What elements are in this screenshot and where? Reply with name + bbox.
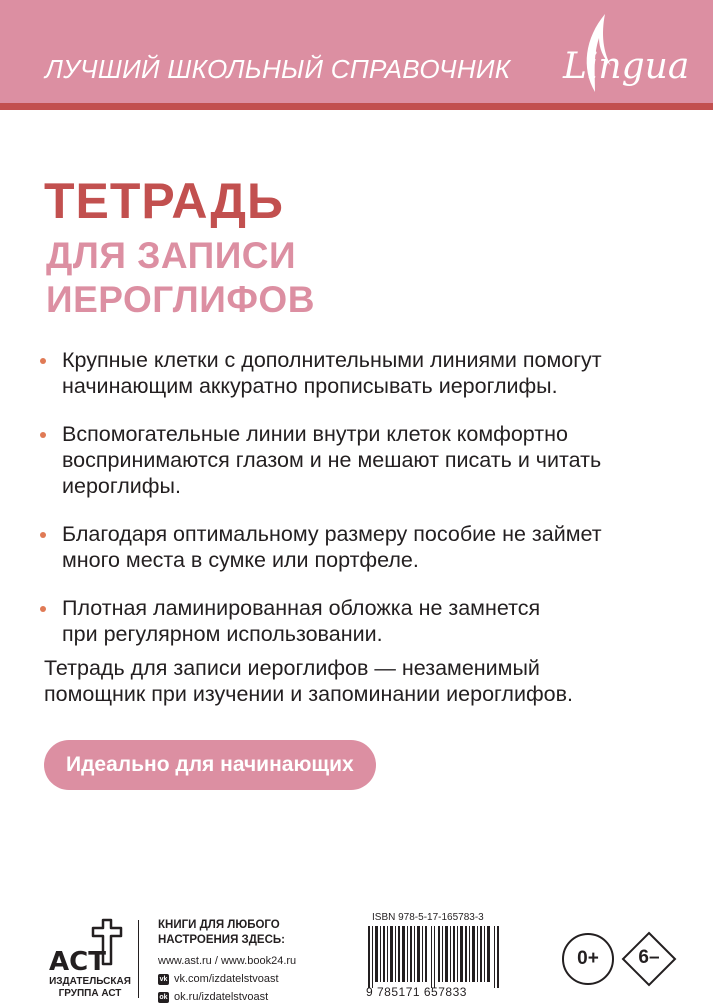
bullet-icon [40, 358, 46, 364]
page-subtitle [46, 234, 315, 322]
summary-line: Тетрадь для записи иероглифов — незаменимый [44, 656, 540, 680]
publisher-caption [40, 976, 140, 1000]
bullet-icon [40, 606, 46, 612]
series-label: ЛУЧШИЙ ШКОЛЬНЫЙ СПРАВОЧНИК [45, 54, 511, 84]
feature-line: Благодаря оптимальному размеру пособие не займет [62, 522, 602, 546]
summary-line: помощник при изучении и запоминании иероглифов. [44, 682, 574, 706]
publisher-contacts [158, 918, 358, 1006]
footer-divider [138, 920, 139, 998]
page-title: ТЕТРАДЬ [44, 173, 284, 229]
vk-link-text[interactable]: vk.com/izdatelstvoast [174, 972, 279, 985]
ast-logo-icon [45, 918, 135, 978]
feature-line: иероглифы. [62, 474, 181, 498]
bullet-icon [40, 532, 46, 538]
feature-line: много места в сумке или портфеле. [62, 548, 419, 572]
lingua-logo-text: Lingua [563, 46, 690, 87]
feature-line: Крупные клетки с дополнительными линиями помогут [62, 348, 602, 372]
feature-line: воспринимаются глазом и не мешают писать и читать [62, 448, 602, 472]
beginner-badge: Идеально для начинающих [44, 740, 376, 790]
banner-stripe [0, 103, 713, 110]
feature-list [40, 347, 690, 669]
website-links[interactable] [158, 952, 358, 970]
summary-text [44, 655, 704, 707]
feature-line: при регулярном использовании. [62, 622, 383, 646]
vk-link[interactable] [158, 970, 358, 988]
age-rating-circle: 0+ [562, 933, 614, 985]
vk-icon: vk [159, 975, 168, 983]
feature-item [40, 421, 690, 499]
feature-item [40, 595, 690, 647]
feature-item [40, 347, 690, 399]
ok-icon: ok [159, 993, 168, 1001]
ok-link[interactable] [158, 988, 358, 1006]
publisher-logo-text: ACT [49, 947, 106, 977]
contacts-heading-line: НАСТРОЕНИЯ ЗДЕСЬ: [158, 934, 285, 946]
bullet-icon [40, 432, 46, 438]
publisher-caption-line: ГРУППА АСТ [58, 988, 122, 999]
barcode-icon [368, 926, 500, 988]
subtitle-line-2: ИЕРОГЛИФОВ [46, 279, 315, 320]
contacts-heading [158, 918, 358, 948]
ok-link-text[interactable]: ok.ru/izdatelstvoast [174, 990, 269, 1003]
isbn-label: ISBN 978-5-17-165783-3 [372, 912, 484, 923]
contacts-heading-line: КНИГИ ДЛЯ ЛЮБОГО [158, 919, 280, 931]
lingua-logo [555, 8, 695, 100]
feature-line: Плотная ламинированная обложка не замнется [62, 596, 541, 620]
barcode-digits: 9 785171 657833 [366, 985, 467, 999]
feature-item [40, 521, 690, 573]
subtitle-line-1: ДЛЯ ЗАПИСИ [46, 235, 297, 276]
age-rating-diamond-text: 6– [638, 947, 660, 968]
website-text[interactable]: www.ast.ru / www.book24.ru [158, 954, 297, 967]
feature-line: Вспомогательные линии внутри клеток комфортно [62, 422, 568, 446]
publisher-caption-line: ИЗДАТЕЛЬСКАЯ [49, 976, 131, 987]
feature-line: начинающим аккуратно прописывать иероглифы. [62, 374, 558, 398]
